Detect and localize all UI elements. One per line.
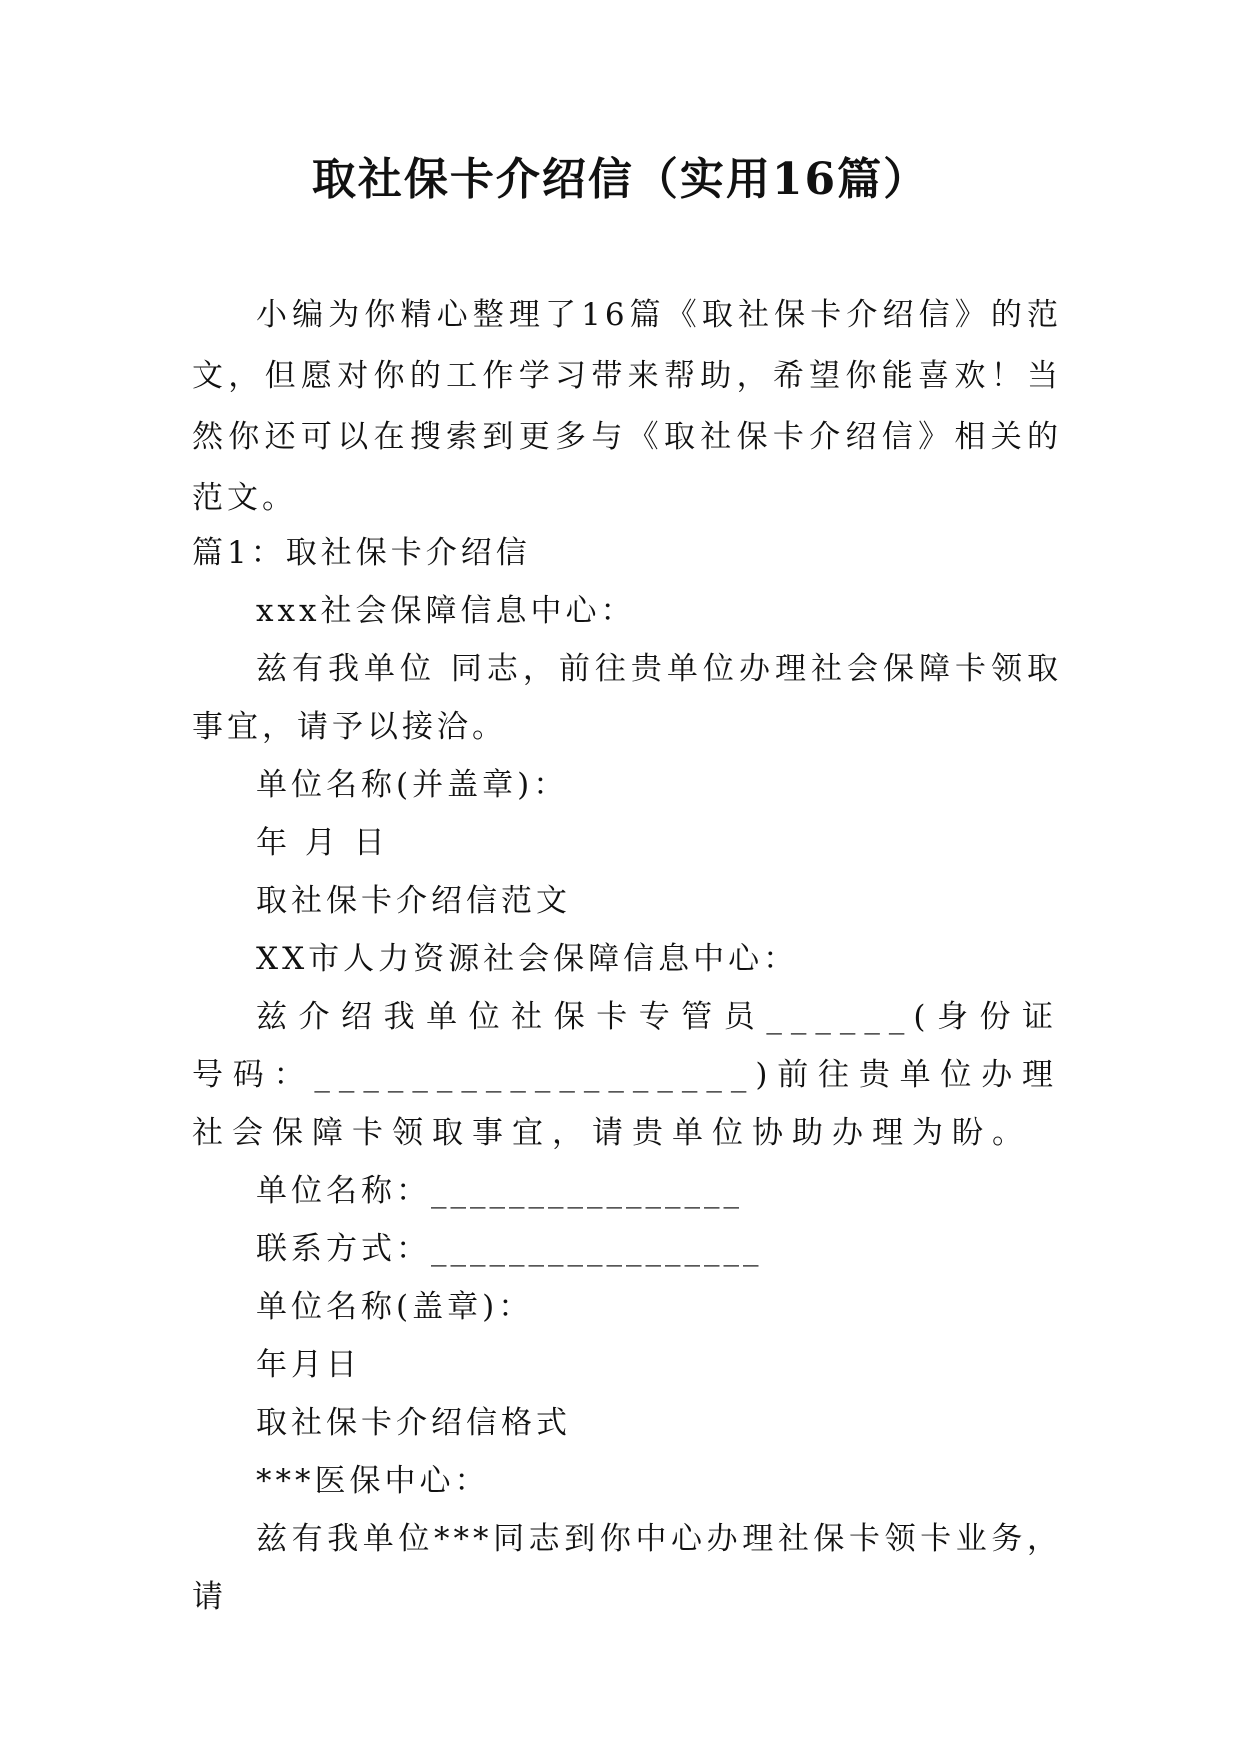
letter-body: 兹介绍我单位社保卡专管员______(身份证号码：__________________)前往贵单位办理社会保障卡领取事宜，请贵单位协助办理为盼。 xyxy=(192,999,1062,1151)
letter-recipient: xxx社会保障信息中心： xyxy=(256,593,636,629)
subheading-letter-format: 取社保卡介绍信格式 xyxy=(256,1405,571,1441)
contact-line: 联系方式：_________________ xyxy=(256,1231,763,1267)
date-line: 年月日 xyxy=(256,1347,361,1383)
letter-recipient: XX市人力资源社会保障信息中心： xyxy=(256,941,799,977)
document-body xyxy=(192,524,1062,1626)
letter-body: 兹有我单位***同志到你中心办理社保卡领卡业务，请 xyxy=(192,1521,1062,1615)
document-title: 取社保卡介绍信（实用16篇） xyxy=(311,154,930,205)
intro-paragraph: 小编为你精心整理了16篇《取社保卡介绍信》的范文，但愿对你的工作学习带来帮助，希望你能喜欢！当然你还可以在搜索到更多与《取社保卡介绍信》相关的范文。 xyxy=(192,297,1062,516)
section-heading: 篇1：取社保卡介绍信 xyxy=(192,535,531,571)
unit-name-stamp-line: 单位名称(盖章)： xyxy=(256,1289,534,1325)
date-line: 年 月 日 xyxy=(256,825,389,861)
letter-recipient: ***医保中心： xyxy=(256,1463,490,1499)
unit-name-line: 单位名称：________________ xyxy=(256,1173,743,1209)
unit-name-stamp-line: 单位名称(并盖章)： xyxy=(256,767,569,803)
letter-body: 兹有我单位 同志，前往贵单位办理社会保障卡领取事宜，请予以接洽。 xyxy=(192,651,1062,745)
subheading-sample-letter: 取社保卡介绍信范文 xyxy=(256,883,571,919)
